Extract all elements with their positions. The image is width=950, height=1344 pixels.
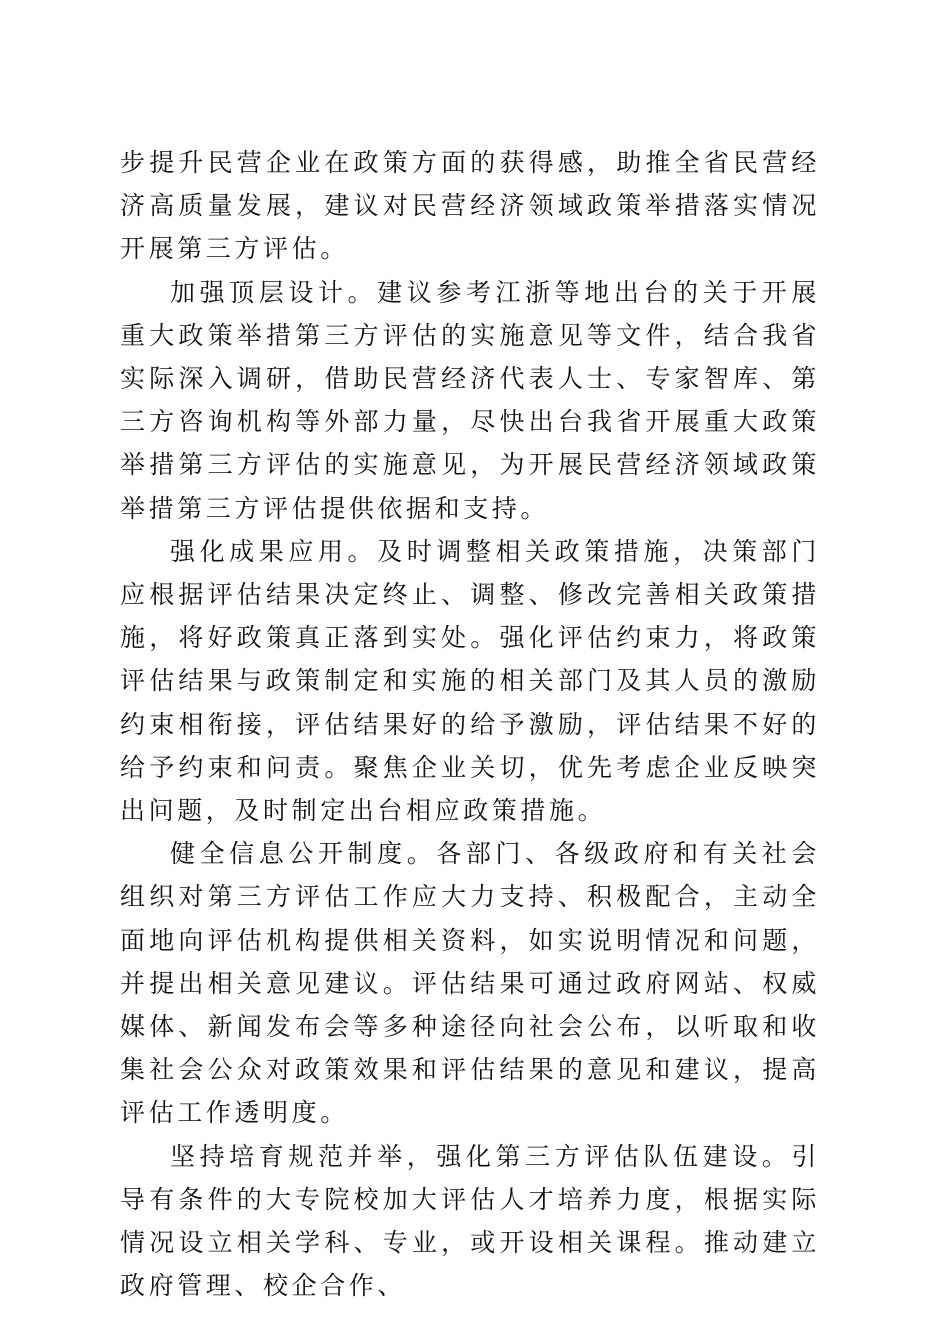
paragraph-continuation: 步提升民营企业在政策方面的获得感，助推全省民营经济高质量发展，建议对民营经济领域政策举措落实情况开展第三方评估。	[120, 148, 820, 264]
paragraph-result-application: 强化成果应用。及时调整相关政策措施，决策部门应根据评估结果决定终止、调整、修改完善相关政策措施，将好政策真正落到实处。强化评估约束力，将政策评估结果与政策制定和实施的相关部门及其人员的激励约束相衔接，评估结果好的给予激励，评估结果不好的给予约束和问责。聚焦企业关切，优先考虑企业反映突出问题，及时制定出台相应政策措施。	[120, 536, 820, 826]
paragraph-team-building: 坚持培育规范并举，强化第三方评估队伍建设。引导有条件的大专院校加大评估人才培养力度，根据实际情况设立相关学科、专业，或开设相关课程。推动建立政府管理、校企合作、	[120, 1141, 820, 1301]
document-body	[120, 141, 820, 1307]
paragraph-information-disclosure: 健全信息公开制度。各部门、各级政府和有关社会组织对第三方评估工作应大力支持、积极配合，主动全面地向评估机构提供相关资料，如实说明情况和问题，并提出相关意见建议。评估结果可通过政府网站、权威媒体、新闻发布会等多种途径向社会公布，以听取和收集社会公众对政策效果和评估结果的意见和建议，提高评估工作透明度。	[120, 839, 820, 1128]
paragraph-top-level-design: 加强顶层设计。建议参考江浙等地出台的关于开展重大政策举措第三方评估的实施意见等文件，结合我省实际深入调研，借助民营经济代表人士、专家智库、第三方咨询机构等外部力量，尽快出台我省开展重大政策举措第三方评估的实施意见，为开展民营经济领域政策举措第三方评估提供依据和支持。	[120, 277, 820, 523]
